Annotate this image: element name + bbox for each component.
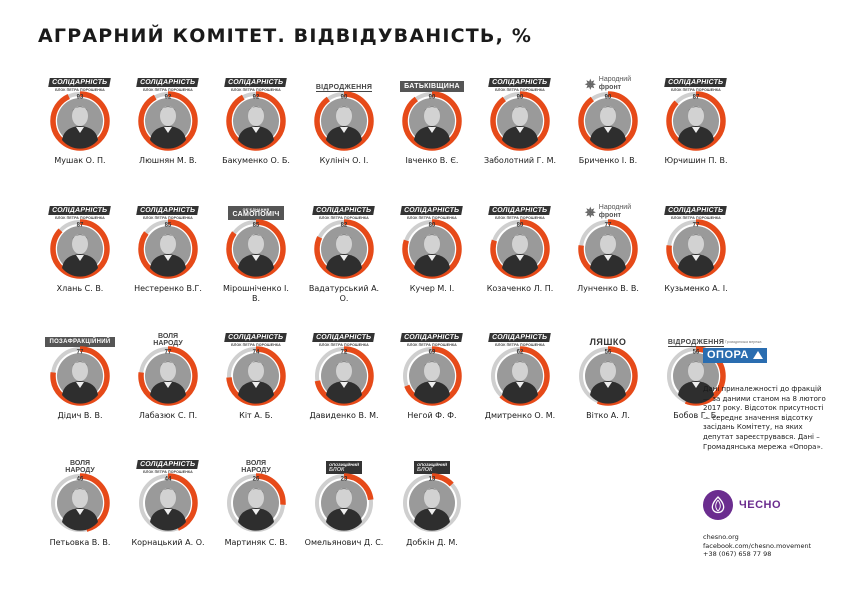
attendance-ring	[126, 216, 210, 282]
party-name-line1: Народний	[598, 76, 632, 83]
party-name: СОЛІДАРНІСТЬ	[137, 78, 200, 87]
photo-head	[600, 234, 616, 254]
member-card	[38, 323, 122, 433]
attendance-value: 23	[340, 476, 348, 483]
member-card	[38, 68, 122, 178]
photo-head	[688, 106, 704, 126]
party-name: СОЛІДАРНІСТЬ	[401, 333, 464, 342]
party-name-line2: фронт	[598, 212, 622, 219]
party-subname: БЛОК ПЕТРА ПОРОШЕНКА	[495, 343, 545, 347]
opora-triangle-icon	[753, 351, 763, 359]
member-name: Бобов Г. Б.	[673, 411, 719, 420]
party-name: САМОПОМІЧ	[232, 211, 280, 218]
attendance-value: 26	[252, 476, 260, 483]
attendance-ring	[302, 216, 386, 282]
party-name-line1: ОПОЗИЦІЙНИЙ	[328, 462, 360, 467]
member-card	[478, 68, 562, 178]
attendance-ring	[390, 343, 474, 409]
attendance-value: 90	[428, 94, 436, 101]
member-name: Кіт А. Б.	[239, 411, 273, 420]
member-name: Бакуменко О. Б.	[222, 156, 290, 165]
attendance-ring	[566, 216, 650, 282]
member-name: Мушак О. П.	[54, 156, 106, 165]
attendance-value: 77	[604, 222, 612, 229]
attendance-value: 85	[252, 222, 260, 229]
attendance-ring	[38, 470, 122, 536]
party-subname: БЛОК ПЕТРА ПОРОШЕНКА	[671, 88, 721, 92]
party-name: СОЛІДАРНІСТЬ	[665, 78, 728, 87]
attendance-value: 72	[340, 349, 348, 356]
attendance-ring	[478, 343, 562, 409]
attendance-value: 46	[76, 476, 84, 483]
chesno-logo	[703, 490, 781, 520]
attendance-value: 77	[76, 349, 84, 356]
contacts	[703, 533, 811, 559]
photo-head	[72, 488, 88, 508]
member-name: Козаченко Л. П.	[486, 284, 554, 293]
party-name-line2: НАРОДУ	[153, 340, 183, 347]
opora-logo	[703, 348, 767, 363]
party-name: СОЛІДАРНІСТЬ	[489, 78, 552, 87]
member-card	[390, 196, 474, 306]
member-card	[214, 68, 298, 178]
sidebar	[703, 340, 828, 452]
party-subname: БЛОК ПЕТРА ПОРОШЕНКА	[319, 343, 369, 347]
member-card	[302, 68, 386, 178]
party-name: СОЛІДАРНІСТЬ	[137, 206, 200, 215]
photo-head	[72, 234, 88, 254]
photo-head	[72, 361, 88, 381]
attendance-value: 92	[252, 94, 260, 101]
member-card	[126, 68, 210, 178]
photo-head	[336, 106, 352, 126]
member-name: Петьовка В. В.	[49, 538, 111, 547]
party-subname: БЛОК ПЕТРА ПОРОШЕНКА	[231, 343, 281, 347]
attendance-ring	[654, 88, 738, 154]
member-card	[654, 68, 738, 178]
party-name-line1: ВОЛЯ	[245, 460, 267, 467]
attendance-ring	[478, 216, 562, 282]
attendance-value: 44	[164, 476, 172, 483]
member-name: Нестеренко В.Г.	[134, 284, 202, 293]
member-card	[302, 450, 386, 560]
party-logo-vidrodzhennia: ВІДРОДЖЕННЯ	[667, 339, 725, 346]
member-card	[390, 323, 474, 433]
photo-head	[424, 361, 440, 381]
party-name-line2: фронт	[598, 84, 622, 91]
party-subname: БЛОК ПЕТРА ПОРОШЕНКА	[143, 88, 193, 92]
photo-head	[72, 106, 88, 126]
member-name: Мірошніченко І. В.	[223, 284, 289, 303]
attendance-value: 82	[340, 222, 348, 229]
member-name: Лунченко В. В.	[577, 284, 639, 293]
attendance-ring	[214, 88, 298, 154]
member-name: Люшнян М. В.	[139, 156, 197, 165]
attendance-value: 13	[428, 476, 436, 483]
party-name: СОЛІДАРНІСТЬ	[401, 206, 464, 215]
attendance-ring	[478, 88, 562, 154]
member-name: Давиденко В. М.	[309, 411, 379, 420]
page-title: АГРАРНИЙ КОМІТЕТ. ВІДВІДУВАНІСТЬ, %	[38, 25, 533, 47]
photo-head	[600, 106, 616, 126]
party-subname: БЛОК ПЕТРА ПОРОШЕНКА	[495, 88, 545, 92]
attendance-value: 80	[428, 222, 436, 229]
party-name: СОЛІДАРНІСТЬ	[137, 460, 200, 469]
member-card	[478, 196, 562, 306]
party-subname: БЛОК ПЕТРА ПОРОШЕНКА	[319, 216, 369, 220]
star-icon: ✵	[584, 204, 596, 220]
member-name: Лабазюк С. П.	[138, 411, 198, 420]
party-name-line2: БЛОК	[328, 467, 345, 473]
photo-head	[160, 106, 176, 126]
attendance-ring	[390, 88, 474, 154]
attendance-ring	[214, 216, 298, 282]
attendance-value: 77	[164, 349, 172, 356]
member-card	[566, 323, 650, 433]
member-name: Дмитренко О. М.	[484, 411, 556, 420]
attendance-ring	[126, 470, 210, 536]
member-card	[126, 323, 210, 433]
attendance-ring	[302, 343, 386, 409]
photo-head	[600, 361, 616, 381]
attendance-ring	[38, 88, 122, 154]
member-name: Добкін Д. М.	[406, 538, 458, 547]
opora-tagline: Громадянська мережа	[725, 340, 762, 344]
party-logo-vidrodzhennia: ВІДРОДЖЕННЯ	[315, 84, 373, 91]
attendance-ring	[38, 343, 122, 409]
party-subname: БЛОК ПЕТРА ПОРОШЕНКА	[55, 216, 105, 220]
attendance-value: 87	[76, 222, 84, 229]
photo-head	[248, 488, 264, 508]
member-name: Негой Ф. Ф.	[407, 411, 457, 420]
star-icon: ✵	[584, 76, 596, 92]
photo-head	[248, 106, 264, 126]
member-card	[214, 450, 298, 560]
attendance-value: 80	[516, 222, 524, 229]
attendance-ring	[566, 343, 650, 409]
attendance-ring	[566, 88, 650, 154]
member-name: Вітко А. Л.	[586, 411, 630, 420]
attendance-value: 69	[428, 349, 436, 356]
party-name: СОЛІДАРНІСТЬ	[49, 206, 112, 215]
member-name: Хлань С. В.	[56, 284, 104, 293]
photo-head	[424, 106, 440, 126]
party-name-line1: ОПОЗИЦІЙНИЙ	[416, 462, 448, 467]
attendance-ring	[214, 343, 298, 409]
member-name: Вадатурський А. О.	[308, 284, 380, 303]
photo-head	[512, 361, 528, 381]
photo-head	[248, 234, 264, 254]
attendance-ring	[38, 216, 122, 282]
party-name-line1: ВОЛЯ	[69, 460, 91, 467]
attendance-value: 74	[252, 349, 260, 356]
attendance-value: 90	[516, 94, 524, 101]
photo-head	[424, 234, 440, 254]
party-name: СОЛІДАРНІСТЬ	[49, 78, 112, 87]
photo-head	[688, 361, 704, 381]
attendance-ring	[126, 343, 210, 409]
party-logo-pozafraktsiinyi: ПОЗАФРАКЦІЙНИЙ	[45, 337, 114, 347]
party-subname: БЛОК ПЕТРА ПОРОШЕНКА	[55, 88, 105, 92]
member-card	[214, 196, 298, 306]
attendance-ring	[126, 88, 210, 154]
party-name: СОЛІДАРНІСТЬ	[225, 333, 288, 342]
party-name-line1: ВОЛЯ	[157, 333, 179, 340]
photo-head	[424, 488, 440, 508]
party-subname: БЛОК ПЕТРА ПОРОШЕНКА	[407, 216, 457, 220]
member-card	[302, 323, 386, 433]
attendance-ring	[390, 470, 474, 536]
attendance-ring	[302, 470, 386, 536]
party-name: СОЛІДАРНІСТЬ	[313, 333, 376, 342]
party-subname: БЛОК ПЕТРА ПОРОШЕНКА	[231, 88, 281, 92]
member-card	[38, 196, 122, 306]
member-name: Кучер М. І.	[409, 284, 455, 293]
member-name: Корнацький А. О.	[131, 538, 205, 547]
photo-head	[336, 361, 352, 381]
party-prefix: ОБ'ЄДНАННЯ	[242, 208, 270, 212]
attendance-ring	[390, 216, 474, 282]
attendance-value: 85	[164, 222, 172, 229]
chesno-name: ЧЕСНО	[739, 499, 782, 511]
attendance-ring	[214, 470, 298, 536]
attendance-value: 62	[516, 349, 524, 356]
photo-head	[336, 234, 352, 254]
party-logo-batkivshchyna: БАТЬКІВЩИНА	[400, 81, 464, 92]
attendance-value: 92	[164, 94, 172, 101]
party-name-line2: НАРОДУ	[241, 467, 271, 474]
party-name: СОЛІДАРНІСТЬ	[225, 78, 288, 87]
photo-head	[336, 488, 352, 508]
contact-facebook[interactable]: facebook.com/chesno.movement	[703, 541, 812, 550]
party-name: СОЛІДАРНІСТЬ	[665, 206, 728, 215]
contact-phone: +38 (067) 658 77 98	[703, 550, 772, 559]
member-name: Юрчишин П. В.	[664, 156, 728, 165]
member-card	[478, 323, 562, 433]
member-card	[38, 450, 122, 560]
party-subname: БЛОК ПЕТРА ПОРОШЕНКА	[495, 216, 545, 220]
data-note: Дані приналежності до фракцій — за даними станом на 8 лютого 2017 року. Відсоток присутності — середнє значення відсотку засідань Комітету, на яких депутат зареєструвався. Дані – Громадянська мережа «Опора».	[703, 385, 826, 451]
member-card	[566, 196, 650, 306]
attendance-ring	[654, 216, 738, 282]
party-logo-radykalna: ЛЯШКО	[589, 337, 627, 347]
attendance-value: 93	[76, 94, 84, 101]
party-name: СОЛІДАРНІСТЬ	[313, 206, 376, 215]
photo-head	[160, 234, 176, 254]
member-name: Бриченко І. В.	[578, 156, 638, 165]
photo-head	[512, 234, 528, 254]
opora-name: ОПОРА	[707, 349, 749, 361]
member-card	[214, 323, 298, 433]
photo-head	[160, 488, 176, 508]
party-name-line1: Народний	[598, 204, 632, 211]
member-name: Івченко В. Є.	[405, 156, 459, 165]
member-name: Дідич В. В.	[57, 411, 103, 420]
chesno-onion-icon	[703, 490, 733, 520]
member-card	[126, 450, 210, 560]
contact-website[interactable]: chesno.org	[703, 533, 739, 541]
member-card	[566, 68, 650, 178]
photo-head	[688, 234, 704, 254]
party-name: СОЛІДАРНІСТЬ	[489, 206, 552, 215]
photo-head	[160, 361, 176, 381]
member-card	[126, 196, 210, 306]
party-name-line2: БЛОК	[416, 467, 433, 473]
member-name: Омельянович Д. С.	[304, 538, 384, 547]
member-name: Мартиняк С. В.	[224, 538, 288, 547]
attendance-value: 87	[692, 94, 700, 101]
party-subname: БЛОК ПЕТРА ПОРОШЕНКА	[407, 343, 457, 347]
photo-head	[248, 361, 264, 381]
member-card	[302, 196, 386, 306]
member-name: Кулініч О. І.	[319, 156, 369, 165]
attendance-value: 56	[604, 349, 612, 356]
member-card	[390, 68, 474, 178]
party-name: СОЛІДАРНІСТЬ	[489, 333, 552, 342]
party-subname: БЛОК ПЕТРА ПОРОШЕНКА	[143, 216, 193, 220]
party-subname: БЛОК ПЕТРА ПОРОШЕНКА	[671, 216, 721, 220]
party-subname: БЛОК ПЕТРА ПОРОШЕНКА	[143, 470, 193, 474]
member-card	[390, 450, 474, 560]
attendance-value: 90	[340, 94, 348, 101]
member-card	[654, 196, 738, 306]
member-name: Заболотний Г. М.	[483, 156, 557, 165]
attendance-value: 56	[692, 349, 700, 356]
photo-head	[512, 106, 528, 126]
party-name-line2: НАРОДУ	[65, 467, 95, 474]
attendance-value: 90	[604, 94, 612, 101]
attendance-ring	[302, 88, 386, 154]
member-name: Кузьменко А. І.	[664, 284, 728, 293]
attendance-value: 77	[692, 222, 700, 229]
